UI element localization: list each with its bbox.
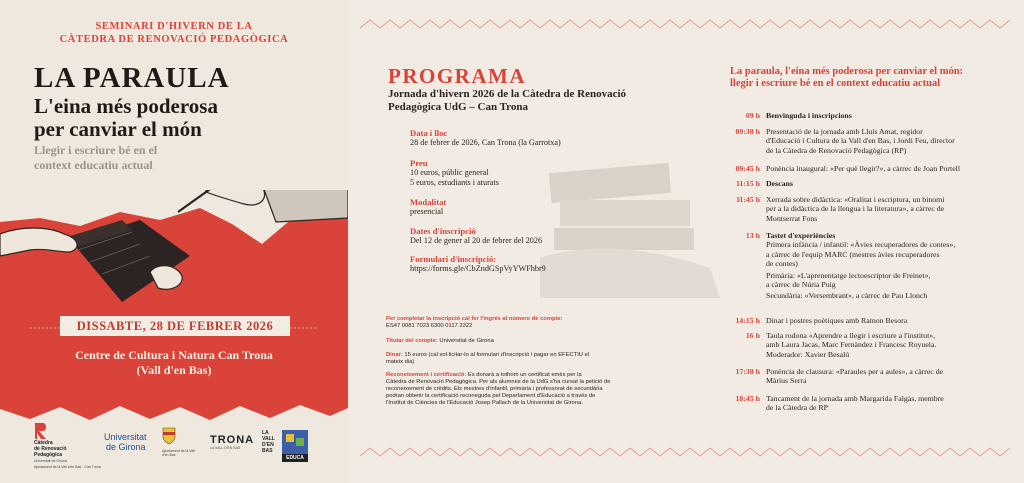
lunch-note: Dinar: 15 euros (cal sol·licitar-lo al formulari d'inscripció i pagar en EFECTIU el mateix dia): [386, 352, 590, 365]
schedule-panel: La paraula, l'eina més poderosa per canviar el món: llegir i escriure bé en el context educatiu actual 09 h Benvinguda i inscripcions 09:30 h Presentació de la jornada amb Lluís Amat, regidor d'Educació i Cultura de la Vall d'en Bas, i Jordi Feu, director de la Càtedra de Renovació Pedagògica (RP) 09:45 h Ponència inaugural: «Per què llegir?», a càrrec de Joan Portell 11:15 h Descans 11:45 h Xerrada sobre didàctica: «Oralitat i escriptura, un binomi per a la didàctica de la llengua i la literatura», a càrrec de Montserrat Fons 13 h Tastet d'experiències Primera infància / infantil: «Àvies recuperadores de contes», a càrrec de l'equip MARC (mestres àvies recuperadores de contes) Primària: «L'aprenentatge lectoescriptor de Freinet», a càrrec de Núria Puig Secundària: «Versembrant», a càrrec de Pau Llonch 14:15 h Dinar i postres poètiques amb Ramon Besora 16 h Taula rodona «Aprendre a llegir i escriure a l'institut», amb Laura Jacas, Marc Fernàndez i Francesc Royuela. Moderador: Xavier Besalú 17:30 h Ponència de clausura: «Paraules per a aules», a càrrec de Màrius Serra 18:45 h Tancament de la jornada amb Margarida Falgàs, membre de la Càtedra de RP: [690, 0, 1024, 483]
info-price: Preu 10 euros, públic general 5 euros, estudiants i aturats: [410, 158, 499, 187]
kicker-text: Llegir i escriure bé en el context educatiu actual: [34, 143, 158, 172]
event-date-banner: DISSABTE, 28 DE FEBRER 2026: [60, 316, 290, 336]
account-holder: Titular del compte: Universitat de Girona: [386, 338, 494, 344]
registration-form-link[interactable]: https://forms.gle/CbZndGSpVyYWFhbr9: [410, 264, 546, 273]
seminar-line-1: SEMINARI D'HIVERN DE LA: [95, 21, 253, 32]
certification-note: Reconeixement i certificació: Es donarà a tothom un certificat emès per la Càtedra de Renovació Pedagògica. Per als alumnes de la UdG s'ha cursat la petició de reconeixement de crèdits. Els mestres d'infantil, primària i professorat de secundària podran obtenir la certificació reconeguda pel Departament d'Educació a través de l'Institut de Ciències de l'Educació Josep Pallach de la Universitat de Girona.: [386, 372, 611, 406]
vall-educa-logo: LA VALL D'EN BAS EDUCA: [262, 430, 308, 464]
udg-logo: Universitat de Girona: [104, 432, 147, 452]
logos-strip: [0, 422, 348, 483]
schedule-heading: La paraula, l'eina més poderosa per canviar el món: llegir i escriure bé en el context educatiu actual: [730, 66, 964, 89]
seminar-line-2: CÀTEDRA DE RENOVACIÓ PEDAGÒGICA: [59, 34, 289, 45]
programa-subtitle: Jornada d'hivern 2026 de la Càtedra de Renovació Pedagògica UdG – Can Trona: [388, 88, 627, 113]
programa-panel: [348, 0, 690, 483]
info-registration-dates: Dates d'inscripció Del 12 de gener al 20 de febrer del 2026: [410, 226, 543, 245]
cover-panel: [0, 0, 348, 483]
catedra-logo: Càtedra de Renovació Pedagògica Universitat de Girona Ajuntament de la Vall d'en Bas · Can Trona: [34, 422, 94, 472]
subtitle: L'eina més poderosa per canviar el món: [34, 94, 218, 141]
venue: Centre de Cultura i Natura Can Trona (Vall d'en Bas): [75, 348, 273, 377]
programa-title: PROGRAMA: [388, 64, 526, 88]
catedra-r-icon: [34, 422, 48, 440]
main-title: LA PARAULA: [34, 62, 230, 94]
seminar-heading: [0, 20, 348, 46]
info-modality: Modalitat presencial: [410, 197, 447, 216]
red-illustration: [0, 190, 348, 422]
trona-logo: TRONA LA VALL D'EN BAS: [210, 434, 255, 450]
ajuntament-logo: Ajuntament de la Vall d'en Bas: [162, 427, 188, 457]
info-date-place: Data i lloc 28 de febrer de 2026, Can Trona (la Garrotxa): [410, 128, 561, 147]
info-registration-form: Formulari d'inscripció: https://forms.gle/CbZndGSpVyYWFhbr9: [410, 254, 670, 274]
coat-of-arms-icon: [162, 427, 176, 445]
payment-note: Per completar la inscripció cal fer l'ingrés al número de compte: ES47 0081 7023 6300 0117 2322: [386, 316, 563, 329]
